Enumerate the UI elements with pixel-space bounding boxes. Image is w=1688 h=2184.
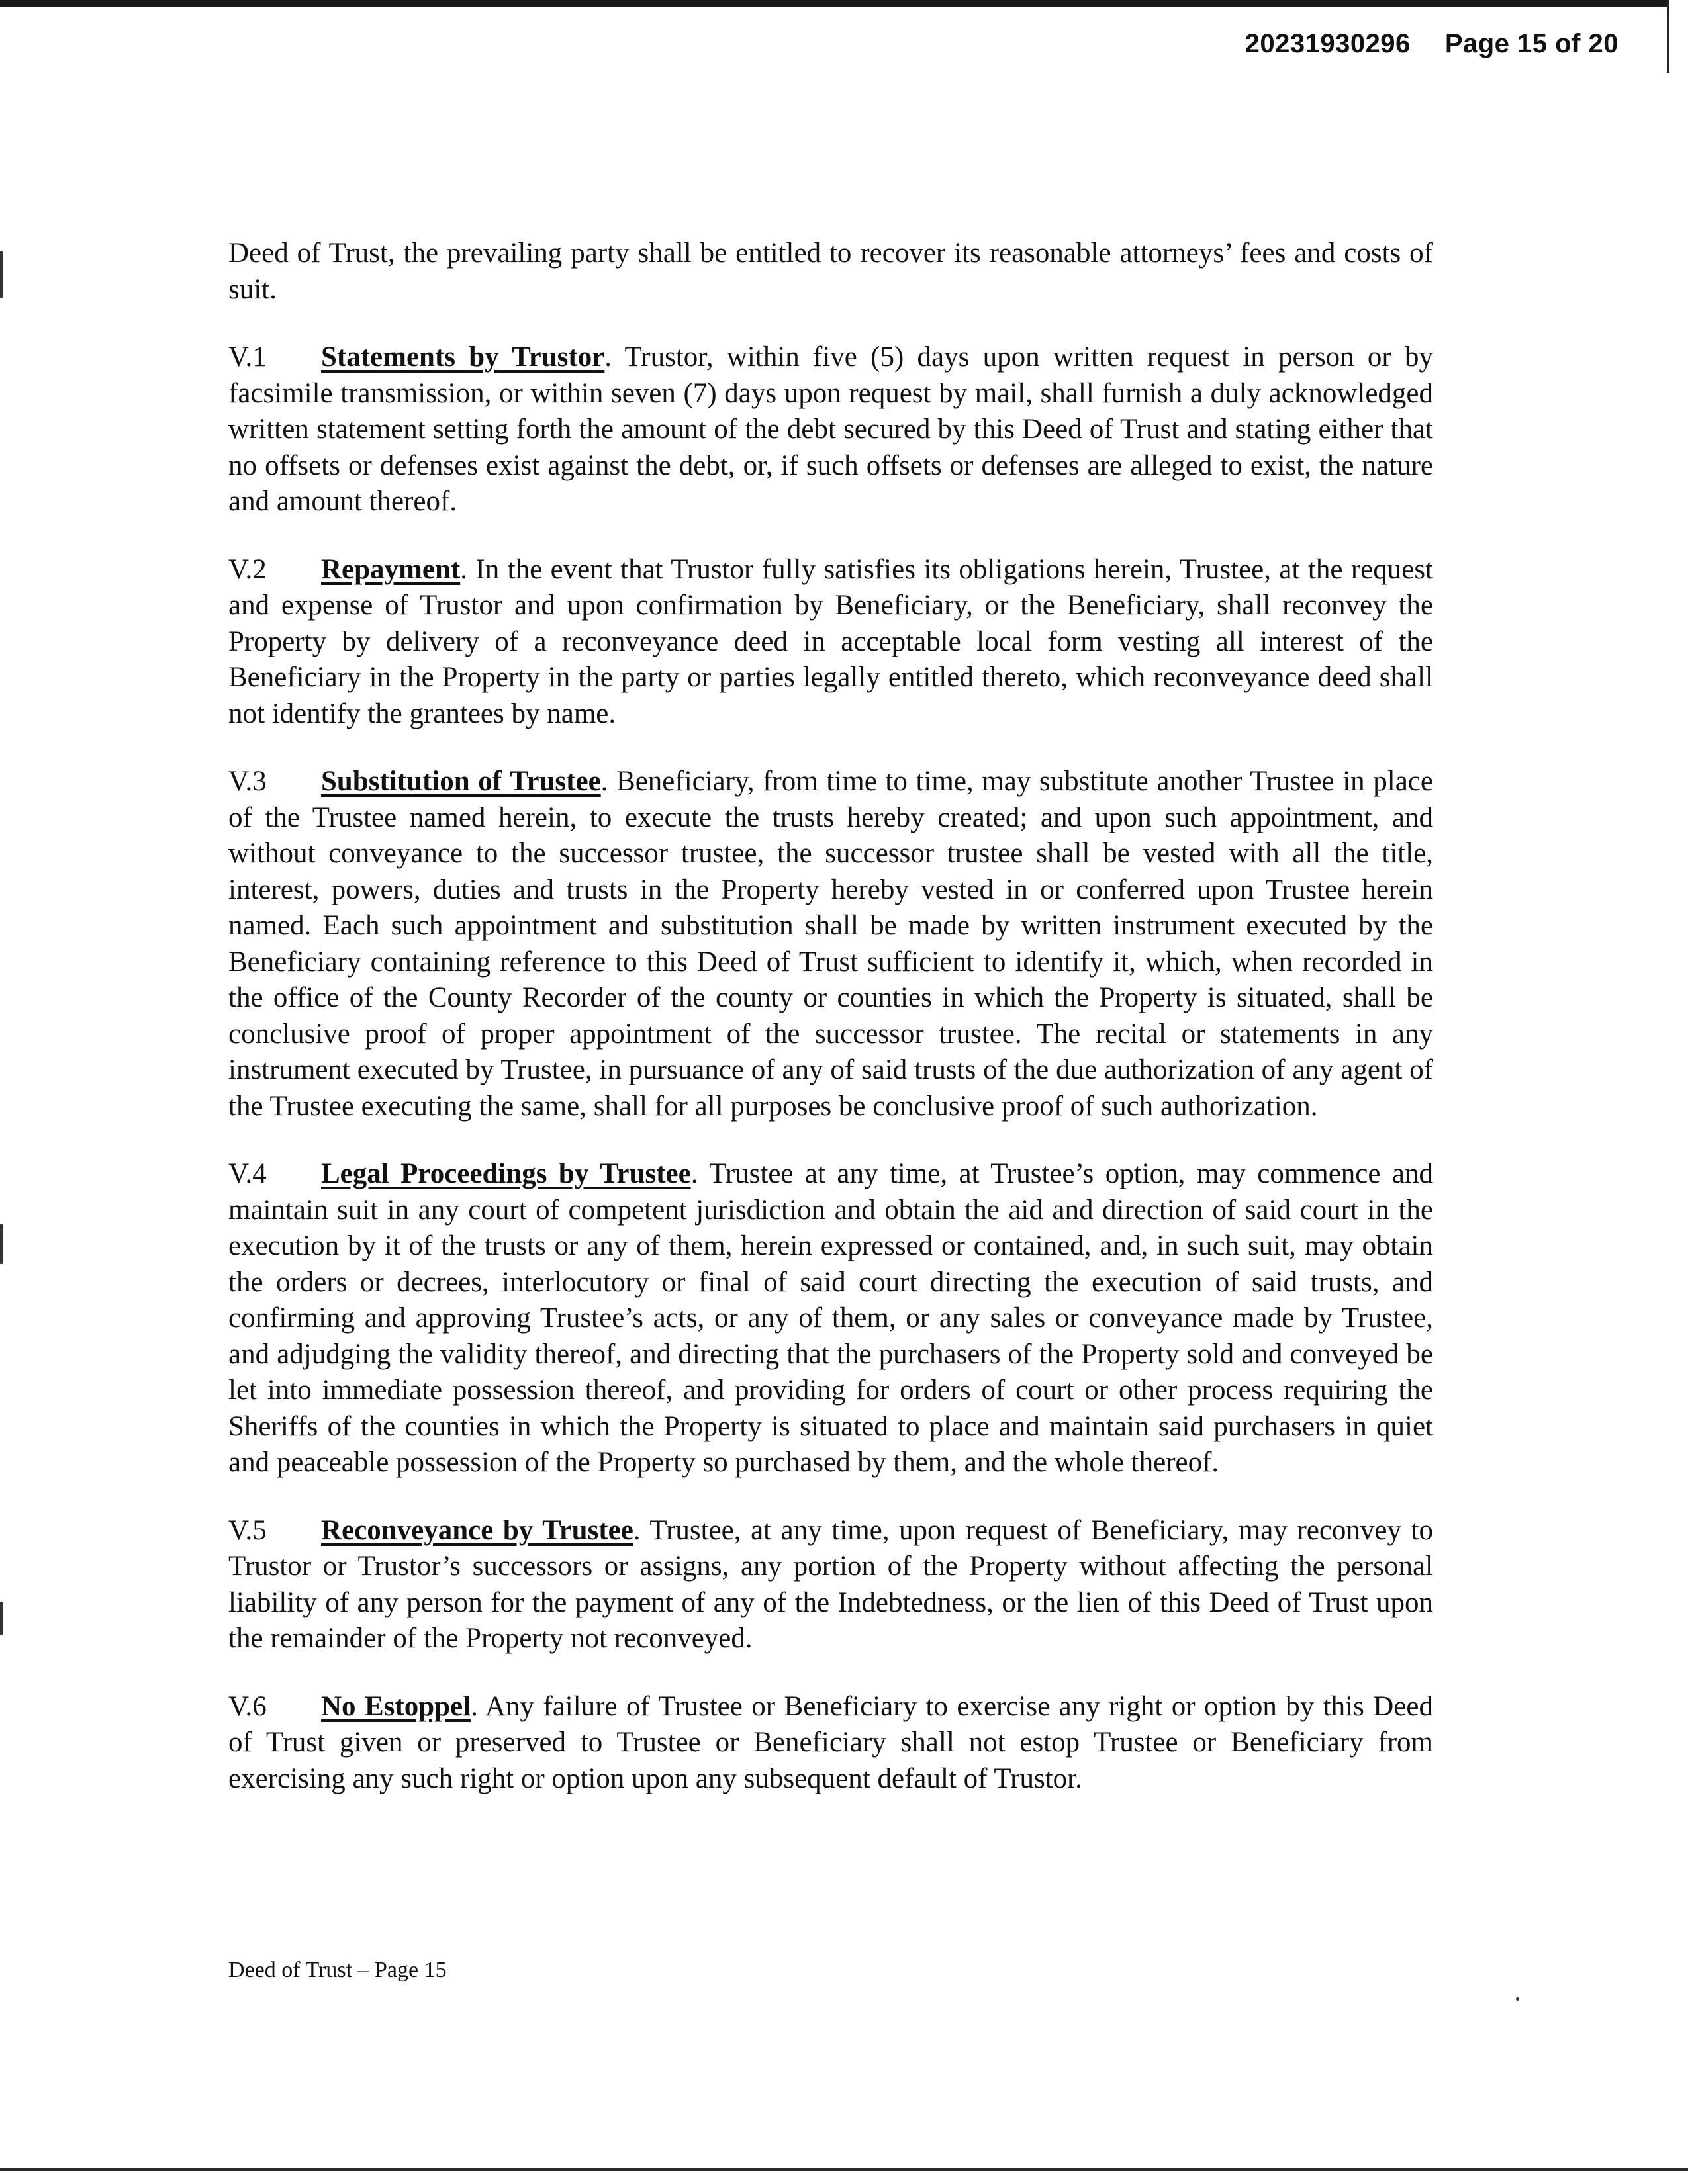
section-body: . Trustee at any time, at Trustee’s option, may commence and maintain suit in any court of competent jurisdiction and obtain the aid and direction of said court in the execution by it of the trusts or any of them, herein expressed or contained, and, in such suit, may obtain the orders or decrees, interlocutory or final of said court directing the execution of said trusts, and confirming and approving Trustee’s acts, or any of them, or any sales or conveyance made by Trustee, and adjudging the validity thereof, and directing that the purchasers of the Property sold and conveyed be let into immediate possession thereof, and providing for orders of court or other process requiring the Sheriffs of the counties in which the Property is situated to place and maintain said purchasers in quiet and peaceable possession of the Property so purchased by them, and the whole thereof. [228, 1158, 1433, 1478]
section-body: . Beneficiary, from time to time, may substitute another Trustee in place of the Trustee named herein, to execute the trusts hereby created; and upon such appointment, and without conveyance to the successor trustee, the successor trustee shall be vested with all the title, interest, powers, duties and trusts in the Property hereby vested in or conferred upon Trustee herein named. Each such appointment and substitution shall be made by written instrument executed by the Beneficiary containing reference to this Deed of Trust sufficient to identify it, which, when recorded in the office of the County Recorder of the county or counties in which the Property is situated, shall be conclusive proof of proper appointment of the successor trustee. The recital or statements in any instrument executed by Trustee, in pursuance of any of said trusts of the due authorization of any agent of the Trustee executing the same, shall for all purposes be conclusive proof of such authorization. [228, 766, 1433, 1122]
section-v1 [228, 340, 1433, 520]
scan-mark-left [0, 251, 3, 298]
page-footer: Deed of Trust – Page 15 [228, 1958, 447, 1982]
scan-mark-left [0, 1602, 3, 1635]
scan-mark-left [0, 1224, 3, 1264]
section-v3 [228, 764, 1433, 1124]
section-title: Repayment [321, 553, 461, 585]
section-title: Statements by Trustor [321, 341, 605, 373]
section-v5 [228, 1513, 1433, 1657]
section-title: Substitution of Trustee [321, 766, 601, 797]
section-body: . Trustor, within five (5) days upon written request in person or by facsimile transmission, or within seven (7) days upon request by mail, shall furnish a duly acknowledged written statement setting forth the amount of the debt secured by this Deed of Trust and stating either that no offsets or defenses exist against the debt, or, if such offsets or defenses are alleged to exist, the nature and amount thereof. [228, 341, 1434, 517]
section-v6 [228, 1689, 1433, 1797]
section-body: . In the event that Trustor fully satisfies its obligations herein, Trustee, at the request and expense of Trustor and upon confirmation by Beneficiary, or the Beneficiary, shall reconvey the Property by delivery of a reconveyance deed in acceptable local form vesting all interest of the Beneficiary in the Property in the party or parties legally entitled thereto, which reconveyance deed shall not identify the grantees by name. [228, 553, 1433, 729]
document-number: 20231930296 [1244, 29, 1411, 58]
section-v2 [228, 552, 1433, 733]
document-body [228, 236, 1433, 1829]
section-number: V.6 [228, 1690, 267, 1722]
intro-paragraph: Deed of Trust, the prevailing party shall be entitled to recover its reasonable attorneys’ fees and costs of suit. [228, 238, 1433, 305]
section-title: No Estoppel [321, 1690, 471, 1722]
scan-border-right [1667, 0, 1669, 73]
section-number: V.3 [228, 766, 267, 797]
section-title: Legal Proceedings by Trustee [321, 1158, 691, 1189]
section-body: . Any failure of Trustee or Beneficiary to exercise any right or option by this Deed of Trust given or preserved to Trustee or Beneficiary shall not estop Trustee or Beneficiary from exercising any such right or option upon any subsequent default of Trustor. [228, 1690, 1433, 1794]
scan-speck [1516, 1997, 1519, 2001]
section-number: V.1 [228, 341, 267, 373]
scan-border-bottom [0, 2168, 1688, 2171]
section-body: . Trustee, at any time, upon request of Beneficiary, may reconvey to Trustor or Trustor’s successors or assigns, any portion of the Property without affecting the personal liability of any person for the payment of any of the Indebtedness, or the lien of this Deed of Trust upon the remainder of the Property not reconveyed. [228, 1514, 1433, 1654]
section-number: V.5 [228, 1514, 267, 1546]
section-title: Reconveyance by Trustee [321, 1514, 633, 1546]
page-header [1245, 29, 1618, 59]
section-number: V.2 [228, 553, 267, 585]
section-number: V.4 [228, 1158, 267, 1189]
section-v4 [228, 1156, 1433, 1481]
scan-border-top [0, 0, 1668, 7]
page-indicator: Page 15 of 20 [1444, 29, 1618, 58]
